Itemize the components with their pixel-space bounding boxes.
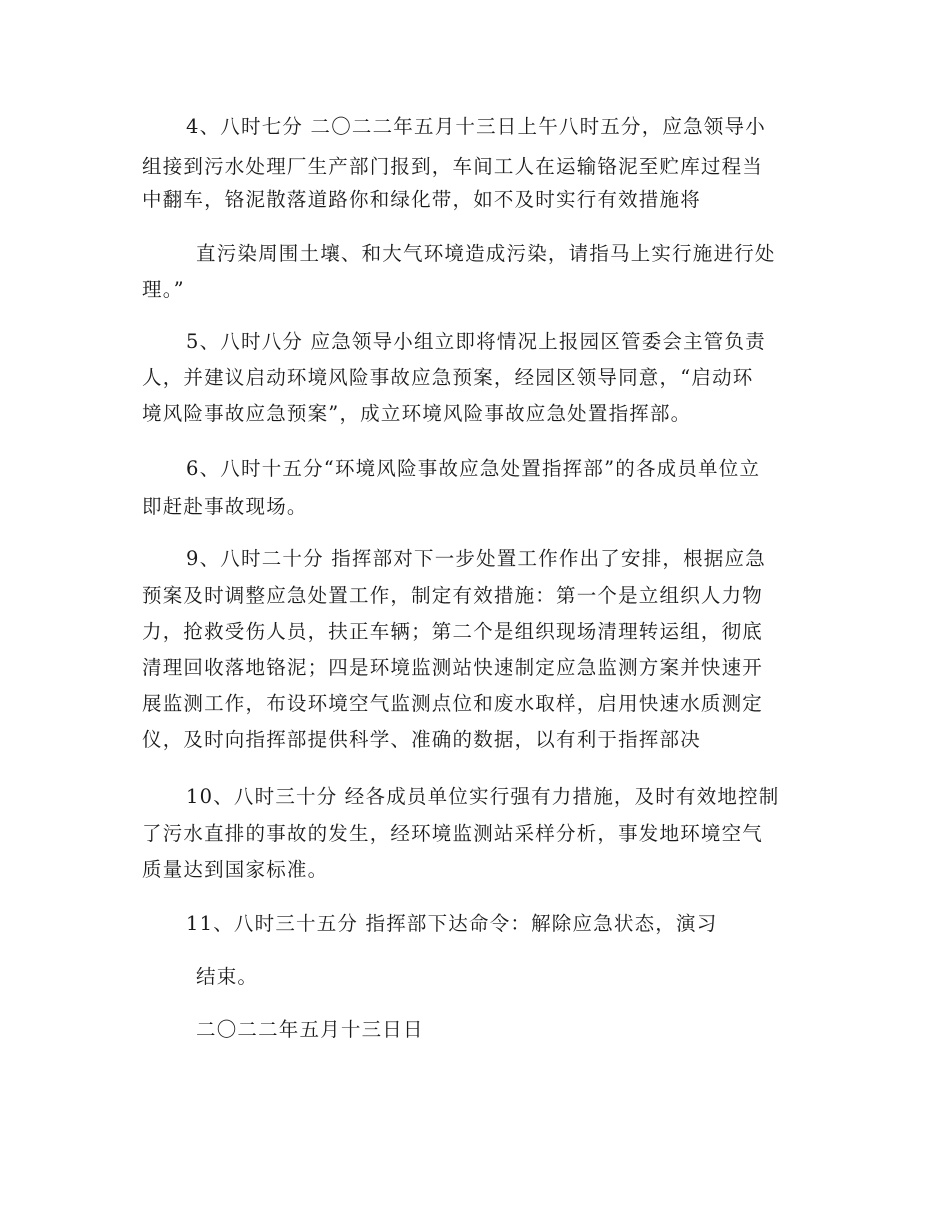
text-line: 理。” xyxy=(142,278,185,301)
text-line: 11、八时三十五分 指挥部下达命令：解除应急状态，演习 xyxy=(186,912,718,935)
text-line: 预案及时调整应急处置工作，制定有效措施：第一个是立组织人力物 xyxy=(142,584,764,607)
text-line: 展监测工作，布设环境空气监测点位和废水取样，启用快速水质测定 xyxy=(142,692,764,715)
text-line: 了污水直排的事故的发生，经环境监测站采样分析，事发地环境空气 xyxy=(142,822,764,845)
text-line: 清理回收落地铬泥；四是环境监测站快速制定应急监测方案并快速开 xyxy=(142,656,764,679)
text-line: 组接到污水处理厂生产部门报到，车间工人在运输铬泥至贮库过程当 xyxy=(142,155,764,178)
text-line: 力，抢救受伤人员，扶正车辆；第二个是组织现场清理转运组，彻底 xyxy=(142,620,764,643)
text-line: 直污染周围土壤、和大气环境造成污染，请指马上实行施进行处 xyxy=(196,242,776,265)
text-line: 9、八时二十分 指挥部对下一步处置工作作出了安排，根据应急 xyxy=(186,547,766,570)
date-line: 二〇二二年五月十三日日 xyxy=(196,1018,424,1041)
text-line: 境风险事故应急预案”，成立环境风险事故应急处置指挥部。 xyxy=(142,402,692,425)
text-line: 中翻车，铬泥散落道路你和绿化带，如不及时实行有效措施将 xyxy=(142,188,701,211)
text-line: 5、八时八分 应急领导小组立即将情况上报园区管委会主管负责 xyxy=(186,330,766,353)
text-line: 质量达到国家标准。 xyxy=(142,858,329,881)
text-line: 6、八时十五分“环境风险事故应急处置指挥部”的各成员单位立 xyxy=(186,457,761,480)
text-line: 人，并建议启动环境风险事故应急预案，经园区领导同意，“启动环 xyxy=(142,366,754,389)
text-line: 10、八时三十分 经各成员单位实行强有力措施，及时有效地控制 xyxy=(186,785,780,808)
text-line: 4、八时七分 二〇二二年五月十三日上午八时五分，应急领导小 xyxy=(186,115,766,138)
text-line: 结束。 xyxy=(196,965,259,988)
text-line: 仪，及时向指挥部提供科学、准确的数据，以有利于指挥部决 xyxy=(142,728,701,751)
text-line: 即赶赴事故现场。 xyxy=(142,495,308,518)
